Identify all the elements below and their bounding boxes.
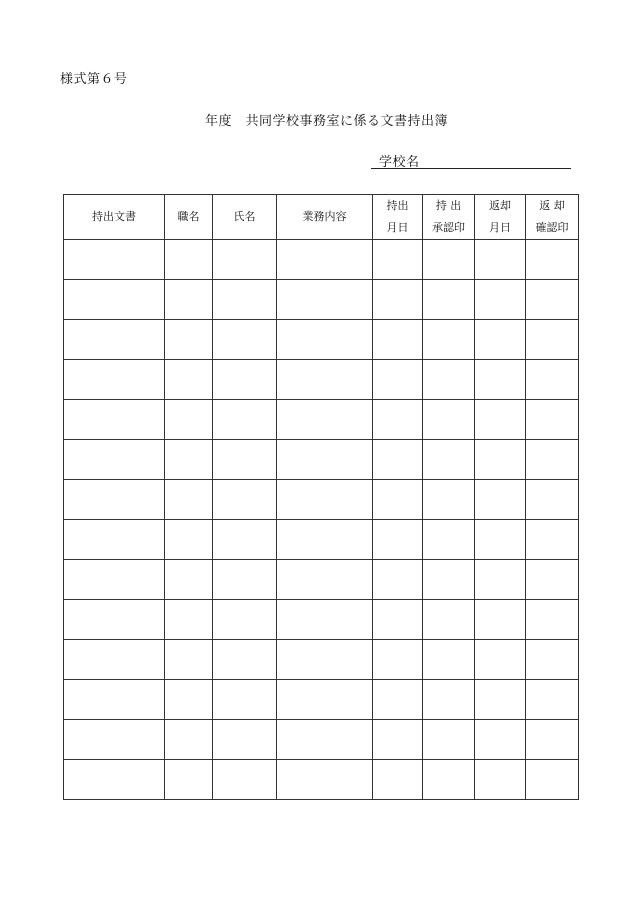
document-cell[interactable] [64, 400, 165, 440]
checkout-date-cell[interactable] [373, 560, 423, 600]
document-cell[interactable] [64, 720, 165, 760]
name-cell[interactable] [213, 720, 277, 760]
ledger-body [64, 240, 579, 800]
header-position-label: 職名 [177, 210, 200, 223]
checkout-approval-cell[interactable] [423, 600, 475, 640]
header-position [165, 195, 213, 240]
header-row [64, 195, 579, 240]
school-name-label: 学校名 [379, 155, 420, 170]
name-cell[interactable] [213, 600, 277, 640]
position-cell[interactable] [165, 640, 213, 680]
header-return-date-line1: 返却 [489, 199, 511, 212]
position-cell[interactable] [165, 560, 213, 600]
task-cell[interactable] [277, 680, 373, 720]
table-row [64, 760, 579, 800]
header-name [213, 195, 277, 240]
return-date-cell[interactable] [475, 280, 526, 320]
document-cell[interactable] [64, 560, 165, 600]
return-confirmation-cell[interactable] [526, 400, 579, 440]
checkout-date-cell[interactable] [373, 400, 423, 440]
position-cell[interactable] [165, 680, 213, 720]
name-cell[interactable] [213, 480, 277, 520]
task-cell[interactable] [277, 240, 373, 280]
header-checkout-approval-line2: 承認印 [432, 221, 465, 234]
return-date-cell[interactable] [475, 400, 526, 440]
header-checkout-date-line1: 持出 [386, 199, 409, 212]
checkout-approval-cell[interactable] [423, 720, 475, 760]
task-cell[interactable] [277, 360, 373, 400]
header-return-date-line2: 月日 [489, 221, 511, 234]
return-confirmation-cell[interactable] [526, 520, 579, 560]
document-cell[interactable] [64, 440, 165, 480]
return-date-cell[interactable] [475, 600, 526, 640]
task-cell[interactable] [277, 520, 373, 560]
table-row [64, 720, 579, 760]
checkout-approval-cell[interactable] [423, 320, 475, 360]
document-cell[interactable] [64, 600, 165, 640]
return-confirmation-cell[interactable] [526, 760, 579, 800]
task-cell[interactable] [277, 440, 373, 480]
return-date-cell[interactable] [475, 440, 526, 480]
return-confirmation-cell[interactable] [526, 560, 579, 600]
position-cell[interactable] [165, 240, 213, 280]
form-number: 様式第６号 [60, 72, 128, 87]
name-cell[interactable] [213, 560, 277, 600]
table-row [64, 640, 579, 680]
school-name-field[interactable] [371, 151, 571, 169]
name-cell[interactable] [213, 240, 277, 280]
checkout-date-cell[interactable] [373, 520, 423, 560]
table-row [64, 480, 579, 520]
document-cell[interactable] [64, 520, 165, 560]
header-checkout-approval [423, 195, 475, 240]
table-row [64, 600, 579, 640]
checkout-date-cell[interactable] [373, 320, 423, 360]
return-date-cell[interactable] [475, 680, 526, 720]
task-cell[interactable] [277, 480, 373, 520]
checkout-approval-cell[interactable] [423, 520, 475, 560]
return-confirmation-cell[interactable] [526, 720, 579, 760]
header-task [277, 195, 373, 240]
position-cell[interactable] [165, 520, 213, 560]
return-confirmation-cell[interactable] [526, 320, 579, 360]
document-cell[interactable] [64, 760, 165, 800]
task-cell[interactable] [277, 600, 373, 640]
return-confirmation-cell[interactable] [526, 600, 579, 640]
document-cell[interactable] [64, 640, 165, 680]
return-date-cell[interactable] [475, 640, 526, 680]
document-title: 年度 共同学校事務室に係る文書持出簿 [205, 114, 449, 129]
checkout-date-cell[interactable] [373, 760, 423, 800]
header-task-label: 業務内容 [302, 210, 347, 223]
return-confirmation-cell[interactable] [526, 440, 579, 480]
checkout-date-cell[interactable] [373, 360, 423, 400]
header-return-confirmation [526, 195, 579, 240]
task-cell[interactable] [277, 320, 373, 360]
header-return-confirmation-line2: 確認印 [535, 221, 569, 234]
document-checkout-ledger [63, 194, 579, 800]
table-row [64, 240, 579, 280]
return-date-cell[interactable] [475, 520, 526, 560]
position-cell[interactable] [165, 760, 213, 800]
name-cell[interactable] [213, 280, 277, 320]
position-cell[interactable] [165, 480, 213, 520]
table-row [64, 680, 579, 720]
document-cell[interactable] [64, 240, 165, 280]
header-checkout-date-line2: 月日 [386, 221, 409, 234]
return-date-cell[interactable] [475, 720, 526, 760]
header-name-label: 氏名 [233, 210, 256, 223]
table-row [64, 520, 579, 560]
position-cell[interactable] [165, 440, 213, 480]
return-date-cell[interactable] [475, 240, 526, 280]
name-cell[interactable] [213, 640, 277, 680]
table-row [64, 560, 579, 600]
position-cell[interactable] [165, 600, 213, 640]
task-cell[interactable] [277, 760, 373, 800]
checkout-approval-cell[interactable] [423, 280, 475, 320]
name-cell[interactable] [213, 360, 277, 400]
task-cell[interactable] [277, 720, 373, 760]
task-cell[interactable] [277, 280, 373, 320]
task-cell[interactable] [277, 640, 373, 680]
document-cell[interactable] [64, 680, 165, 720]
checkout-date-cell[interactable] [373, 720, 423, 760]
position-cell[interactable] [165, 400, 213, 440]
return-date-cell[interactable] [475, 320, 526, 360]
name-cell[interactable] [213, 680, 277, 720]
header-document-label: 持出文書 [92, 210, 136, 223]
document-cell[interactable] [64, 480, 165, 520]
checkout-approval-cell[interactable] [423, 240, 475, 280]
checkout-date-cell[interactable] [373, 440, 423, 480]
task-cell[interactable] [277, 400, 373, 440]
checkout-approval-cell[interactable] [423, 440, 475, 480]
position-cell[interactable] [165, 320, 213, 360]
header-return-date [475, 195, 526, 240]
checkout-approval-cell[interactable] [423, 760, 475, 800]
name-cell[interactable] [213, 400, 277, 440]
table-row [64, 280, 579, 320]
checkout-date-cell[interactable] [373, 280, 423, 320]
header-checkout-approval-line1: 持 出 [435, 199, 462, 212]
document-cell[interactable] [64, 280, 165, 320]
return-date-cell[interactable] [475, 760, 526, 800]
position-cell[interactable] [165, 720, 213, 760]
checkout-date-cell[interactable] [373, 600, 423, 640]
name-cell[interactable] [213, 760, 277, 800]
table-row [64, 360, 579, 400]
checkout-approval-cell[interactable] [423, 680, 475, 720]
task-cell[interactable] [277, 560, 373, 600]
return-date-cell[interactable] [475, 360, 526, 400]
position-cell[interactable] [165, 360, 213, 400]
checkout-approval-cell[interactable] [423, 360, 475, 400]
checkout-approval-cell[interactable] [423, 480, 475, 520]
header-checkout-date [373, 195, 423, 240]
return-date-cell[interactable] [475, 560, 526, 600]
name-cell[interactable] [213, 520, 277, 560]
checkout-date-cell[interactable] [373, 680, 423, 720]
name-cell[interactable] [213, 320, 277, 360]
return-confirmation-cell[interactable] [526, 360, 579, 400]
checkout-date-cell[interactable] [373, 480, 423, 520]
return-confirmation-cell[interactable] [526, 480, 579, 520]
return-confirmation-cell[interactable] [526, 280, 579, 320]
return-confirmation-cell[interactable] [526, 680, 579, 720]
table-row [64, 440, 579, 480]
checkout-approval-cell[interactable] [423, 400, 475, 440]
checkout-approval-cell[interactable] [423, 640, 475, 680]
checkout-date-cell[interactable] [373, 240, 423, 280]
checkout-approval-cell[interactable] [423, 560, 475, 600]
return-confirmation-cell[interactable] [526, 240, 579, 280]
document-cell[interactable] [64, 360, 165, 400]
header-return-confirmation-line1: 返 却 [539, 199, 565, 212]
position-cell[interactable] [165, 280, 213, 320]
checkout-date-cell[interactable] [373, 640, 423, 680]
table-row [64, 400, 579, 440]
return-confirmation-cell[interactable] [526, 640, 579, 680]
header-document [64, 195, 165, 240]
document-cell[interactable] [64, 320, 165, 360]
return-date-cell[interactable] [475, 480, 526, 520]
table-row [64, 320, 579, 360]
name-cell[interactable] [213, 440, 277, 480]
